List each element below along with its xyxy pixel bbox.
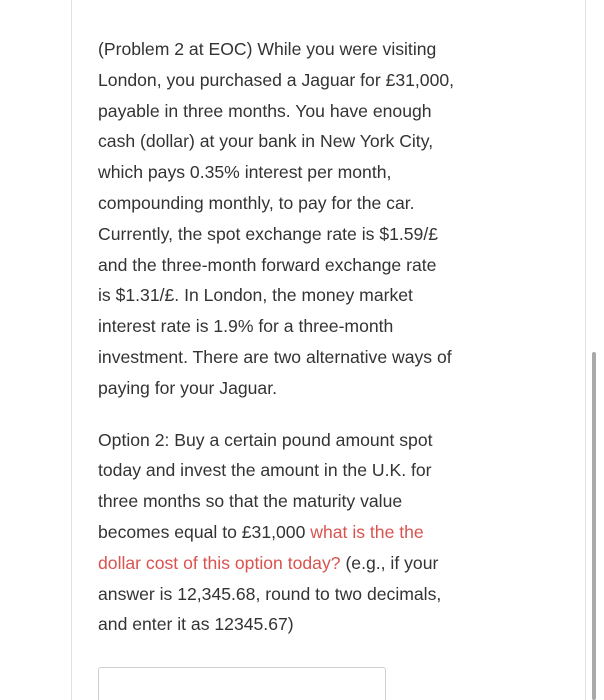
option-line-text: (e.g., if your [340, 552, 439, 573]
problem-line: which pays 0.35% interest per month, [98, 162, 392, 183]
answer-input[interactable] [98, 667, 386, 700]
option-line: three months so that the maturity value [98, 491, 403, 512]
option-line: today and invest the amount in the U.K. for [98, 460, 432, 481]
problem-line: paying for your Jaguar. [98, 377, 277, 398]
option-line-text: becomes equal to £31,000 [98, 521, 311, 542]
problem-line: interest rate is 1.9% for a three-month [98, 316, 394, 337]
problem-line: is $1.31/£. In London, the money market [98, 285, 413, 306]
problem-line: and the three-month forward exchange rate [98, 254, 437, 275]
option-2-prompt [98, 425, 518, 641]
problem-line: Currently, the spot exchange rate is $1.59/£ [98, 223, 439, 244]
content-left-border [71, 0, 72, 700]
problem-line: compounding monthly, to pay for the car. [98, 192, 415, 213]
option-line: Option 2: Buy a certain pound amount spot [98, 429, 433, 450]
option-line: answer is 12,345.68, round to two decimals, [98, 583, 442, 604]
content-right-border [585, 0, 586, 700]
problem-line: investment. There are two alternative ways of [98, 346, 452, 367]
question-highlight: dollar cost of this option today? [98, 552, 341, 573]
scrollbar-thumb[interactable] [592, 352, 596, 700]
problem-line: London, you purchased a Jaguar for £31,000, [98, 69, 455, 90]
question-highlight: what is the the [310, 521, 424, 542]
problem-line: cash (dollar) at your bank in New York City, [98, 131, 434, 152]
problem-line: payable in three months. You have enough [98, 100, 432, 121]
problem-line: (Problem 2 at EOC) While you were visiting [98, 39, 437, 59]
problem-description [98, 34, 518, 404]
option-line [98, 517, 518, 548]
option-line [98, 548, 518, 579]
option-line: and enter it as 12345.67) [98, 614, 294, 635]
question-text [98, 34, 518, 640]
